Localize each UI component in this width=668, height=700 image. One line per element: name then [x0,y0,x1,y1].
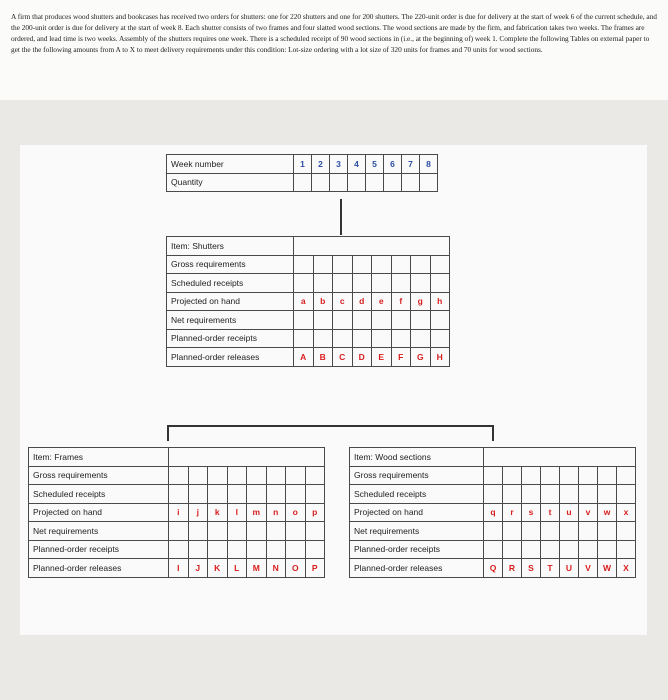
answer-cell: i [169,503,189,522]
empty-cell [227,466,247,485]
empty-cell [411,255,431,274]
empty-cell [560,540,579,559]
gross-row [167,255,450,274]
answer-cell: A [294,348,314,367]
week-number-label: Week number [167,155,294,174]
empty-cell [372,274,392,293]
empty-cell [503,466,522,485]
row-label: Scheduled receipts [350,485,484,504]
answer-cell: E [372,348,392,367]
item-label: Item: Shutters [167,237,294,256]
empty-cell [484,448,636,467]
answer-cell: R [503,559,522,578]
empty-cell [188,540,208,559]
empty-cell [411,329,431,348]
empty-cell [305,485,325,504]
empty-cell [484,485,503,504]
answer-cell: T [541,559,560,578]
answer-cell: w [598,503,617,522]
releases-row [350,559,636,578]
answer-cell: O [286,559,306,578]
empty-cell [313,274,333,293]
row-label: Planned-order releases [29,559,169,578]
receipts-row [350,540,636,559]
empty-cell [352,311,372,330]
item-row [167,237,450,256]
answer-cell: d [352,292,372,311]
empty-cell [560,522,579,541]
answer-cell: v [579,503,598,522]
row-label: Gross requirements [167,255,294,274]
empty-cell [541,485,560,504]
empty-cell [266,522,286,541]
empty-cell [188,485,208,504]
empty-cell [579,522,598,541]
wood-sections-table [349,447,636,578]
empty-cell [169,540,189,559]
answer-cell: n [266,503,286,522]
empty-cell [227,540,247,559]
empty-cell [372,329,392,348]
schedule-table [166,154,438,192]
on-hand-row [350,503,636,522]
empty-cell [333,255,353,274]
empty-cell [313,311,333,330]
empty-cell [503,485,522,504]
net-row [350,522,636,541]
week-cell: 7 [402,155,420,174]
empty-cell [560,466,579,485]
week-cell: 8 [420,155,438,174]
answer-cell: b [313,292,333,311]
empty-cell [188,466,208,485]
answer-cell: G [411,348,431,367]
answer-cell: L [227,559,247,578]
gross-row [29,466,325,485]
problem-text: A firm that produces wood shutters and bookcases has received two orders for shutters: one for 220 shutters and one for 200 shutters. The 220-unit order is due for delivery at the start of week 6 of the current schedule, and the 200-unit order is due for delivery at the start of week 8. Each shutter consists of two frames and four slatted wood sections. The wood sections are made by the firm, and fabrication takes two weeks. The frames are ordered, and lead time is two weeks. Assembly of the shutters requires one week. There is a scheduled receipt of 90 wood sections in (i.e., at the beginning of) week 1. Complete the following Tables on external paper to get the the following amounts from A to X to meet delivery requirements under this condition: Lot-size ordering with a lot size of 320 units for frames and 70 units for wood sections. [11,12,657,55]
empty-cell [247,540,267,559]
empty-cell [503,522,522,541]
row-label: Projected on hand [167,292,294,311]
empty-cell [579,540,598,559]
empty-cell [430,274,450,293]
row-label: Planned-order releases [167,348,294,367]
answer-cell: S [522,559,541,578]
answer-cell: k [208,503,228,522]
answer-cell: a [294,292,314,311]
empty-cell [348,173,366,192]
empty-cell [541,466,560,485]
empty-cell [420,173,438,192]
empty-cell [579,485,598,504]
empty-cell [313,329,333,348]
empty-cell [208,485,228,504]
empty-cell [330,173,348,192]
empty-cell [366,173,384,192]
empty-cell [522,485,541,504]
answer-cell: r [503,503,522,522]
quantity-row [167,173,438,192]
answer-cell: c [333,292,353,311]
empty-cell [169,466,189,485]
week-cell: 2 [312,155,330,174]
empty-cell [208,522,228,541]
scheduled-row [350,485,636,504]
answer-cell: C [333,348,353,367]
row-label: Planned-order receipts [167,329,294,348]
week-cell: 3 [330,155,348,174]
empty-cell [208,466,228,485]
empty-cell [294,173,312,192]
week-cell: 5 [366,155,384,174]
receipts-row [29,540,325,559]
empty-cell [391,329,411,348]
empty-cell [286,522,306,541]
answer-cell: o [286,503,306,522]
answer-cell: m [247,503,267,522]
empty-cell [286,466,306,485]
answer-cell: t [541,503,560,522]
on-hand-row [29,503,325,522]
empty-cell [541,540,560,559]
answer-cell: g [411,292,431,311]
empty-cell [384,173,402,192]
row-label: Gross requirements [29,466,169,485]
on-hand-row [167,292,450,311]
empty-cell [391,274,411,293]
empty-cell [312,173,330,192]
row-label: Projected on hand [29,503,169,522]
frames-table [28,447,325,578]
empty-cell [247,466,267,485]
receipts-row [167,329,450,348]
empty-cell [430,329,450,348]
empty-cell [227,485,247,504]
answer-cell: e [372,292,392,311]
answer-cell: W [598,559,617,578]
empty-cell [294,255,314,274]
scheduled-row [29,485,325,504]
empty-cell [352,329,372,348]
empty-cell [305,540,325,559]
empty-cell [227,522,247,541]
empty-cell [598,485,617,504]
row-label: Scheduled receipts [29,485,169,504]
answer-cell: M [247,559,267,578]
answer-cell: X [617,559,636,578]
answer-cell: j [188,503,208,522]
empty-cell [522,540,541,559]
empty-cell [372,255,392,274]
empty-cell [169,522,189,541]
answer-cell: B [313,348,333,367]
empty-cell [305,466,325,485]
empty-cell [402,173,420,192]
week-cell: 4 [348,155,366,174]
item-label: Item: Wood sections [350,448,484,467]
answer-cell: p [305,503,325,522]
quantity-label: Quantity [167,173,294,192]
empty-cell [266,485,286,504]
row-label: Net requirements [167,311,294,330]
answer-cell: N [266,559,286,578]
empty-cell [286,540,306,559]
empty-cell [598,466,617,485]
answer-cell: K [208,559,228,578]
empty-cell [484,522,503,541]
problem-statement [0,0,668,100]
week-cell: 1 [294,155,312,174]
answer-cell: V [579,559,598,578]
empty-cell [617,485,636,504]
empty-cell [598,540,617,559]
releases-row [167,348,450,367]
empty-cell [617,522,636,541]
empty-cell [294,329,314,348]
answer-cell: u [560,503,579,522]
row-label: Planned-order receipts [350,540,484,559]
answer-cell: h [430,292,450,311]
empty-cell [430,255,450,274]
answer-cell: Q [484,559,503,578]
answer-cell: F [391,348,411,367]
row-label: Planned-order releases [350,559,484,578]
releases-row [29,559,325,578]
answer-cell: q [484,503,503,522]
answer-cell: P [305,559,325,578]
empty-cell [333,311,353,330]
empty-cell [208,540,228,559]
empty-cell [294,311,314,330]
week-row [167,155,438,174]
empty-cell [294,237,450,256]
row-label: Scheduled receipts [167,274,294,293]
empty-cell [352,274,372,293]
empty-cell [333,329,353,348]
empty-cell [430,311,450,330]
net-row [29,522,325,541]
connector-line [492,425,494,441]
empty-cell [169,485,189,504]
empty-cell [352,255,372,274]
connector-line [167,425,493,427]
empty-cell [411,311,431,330]
empty-cell [522,466,541,485]
empty-cell [313,255,333,274]
empty-cell [541,522,560,541]
empty-cell [484,540,503,559]
answer-cell: U [560,559,579,578]
empty-cell [391,255,411,274]
empty-cell [333,274,353,293]
empty-cell [305,522,325,541]
row-label: Projected on hand [350,503,484,522]
empty-cell [266,540,286,559]
empty-cell [522,522,541,541]
empty-cell [484,466,503,485]
connector-line [340,199,342,235]
answer-cell: x [617,503,636,522]
empty-cell [579,466,598,485]
empty-cell [247,522,267,541]
empty-cell [503,540,522,559]
answer-cell: H [430,348,450,367]
shutters-table [166,236,450,367]
empty-cell [266,466,286,485]
gross-row [350,466,636,485]
scheduled-row [167,274,450,293]
row-label: Planned-order receipts [29,540,169,559]
empty-cell [294,274,314,293]
empty-cell [169,448,325,467]
item-label: Item: Frames [29,448,169,467]
answer-cell: J [188,559,208,578]
net-row [167,311,450,330]
week-cell: 6 [384,155,402,174]
answer-cell: l [227,503,247,522]
empty-cell [411,274,431,293]
answer-cell: I [169,559,189,578]
empty-cell [391,311,411,330]
empty-cell [617,466,636,485]
connector-line [167,425,169,441]
answer-cell: D [352,348,372,367]
item-row [29,448,325,467]
empty-cell [598,522,617,541]
answer-cell: f [391,292,411,311]
row-label: Gross requirements [350,466,484,485]
row-label: Net requirements [350,522,484,541]
empty-cell [372,311,392,330]
answer-cell: s [522,503,541,522]
empty-cell [560,485,579,504]
item-row [350,448,636,467]
row-label: Net requirements [29,522,169,541]
empty-cell [247,485,267,504]
empty-cell [286,485,306,504]
empty-cell [617,540,636,559]
empty-cell [188,522,208,541]
